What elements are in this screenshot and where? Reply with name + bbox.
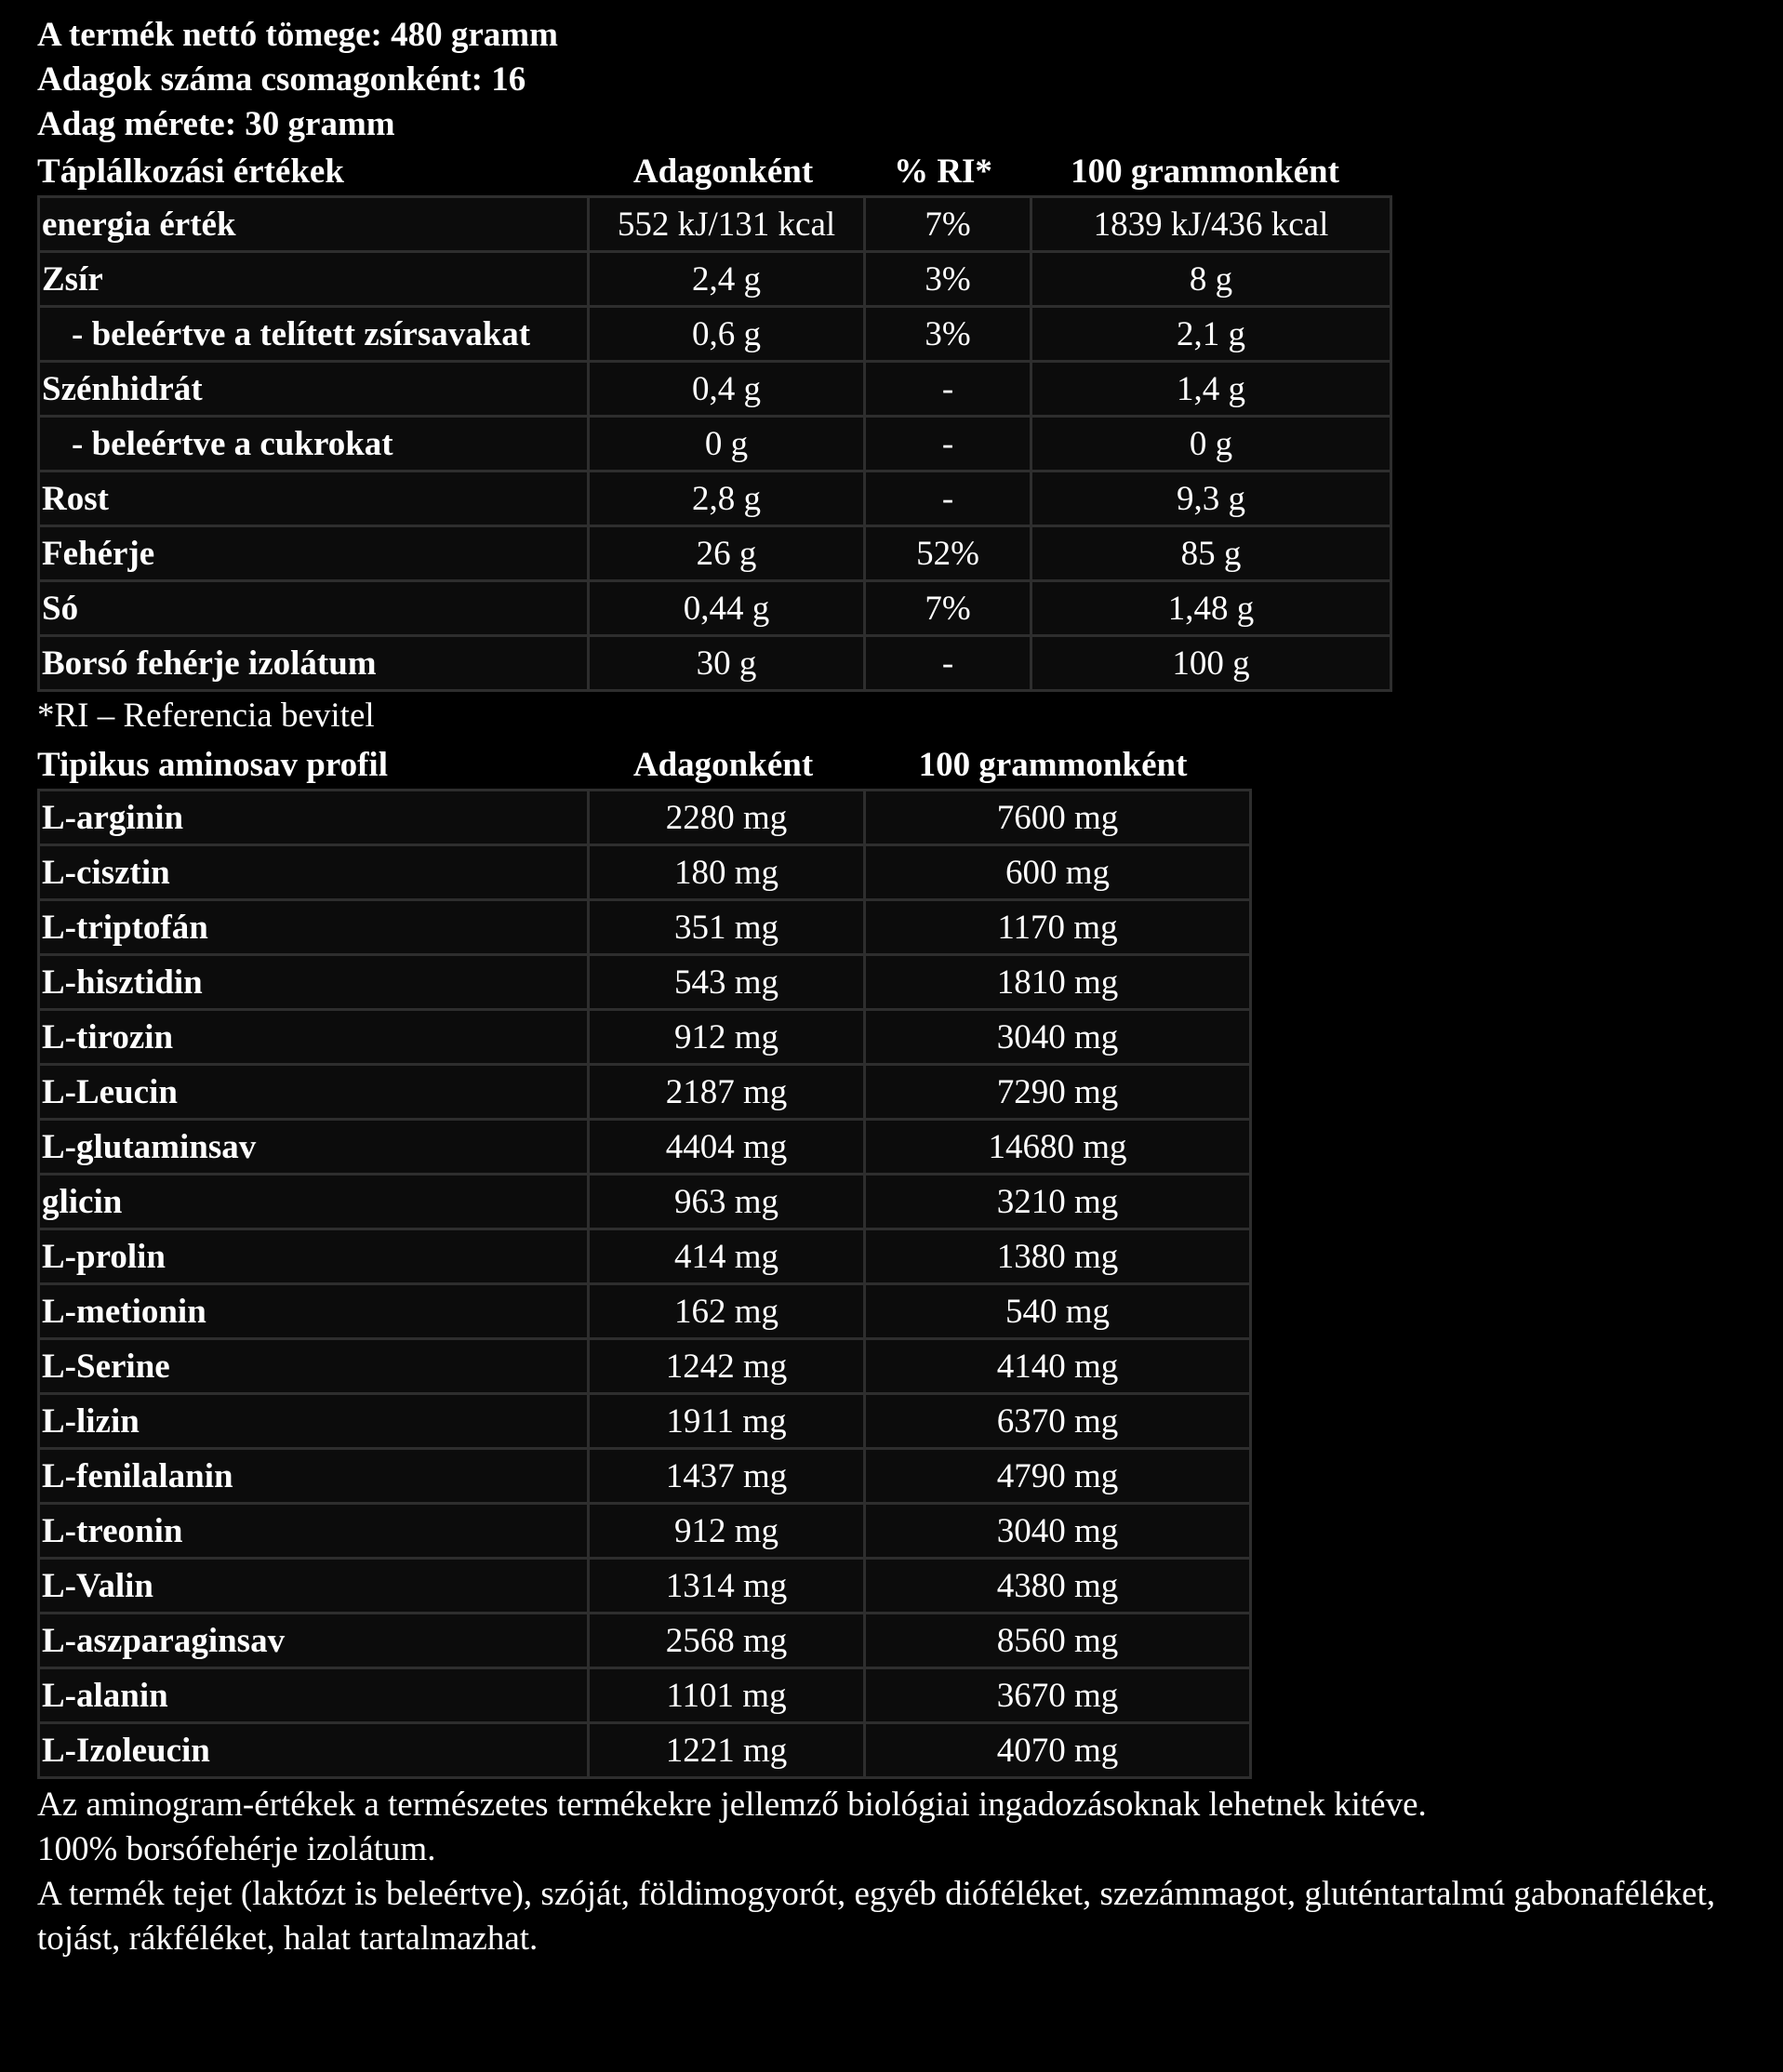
nutrition-per-100g-cell: 85 g [1031,526,1391,581]
amino-per-100g-cell: 7600 mg [865,790,1251,845]
nutrition-per-serving-cell: 2,4 g [589,252,865,307]
nutrition-per-100g-cell: 1,48 g [1031,581,1391,636]
nutrition-header [37,147,1767,195]
nutrition-per-serving-cell: 0,6 g [589,307,865,362]
nutrition-ri-cell: 3% [865,252,1031,307]
nutrition-ri-cell: - [865,417,1031,472]
variation-note: Az aminogram-értékek a természetes termékekre jellemző biológiai ingadozásoknak lehetnek kitéve. [37,1786,1427,1824]
amino-per-serving-cell: 1314 mg [589,1559,865,1614]
amino-per-serving-cell: 1242 mg [589,1339,865,1394]
nutrition-row [39,417,1391,472]
nutrition-name-cell: Szénhidrát [39,362,589,417]
nutrition-header-ri: % RI* [894,152,992,191]
amino-per-100g-cell: 4790 mg [865,1449,1251,1504]
amino-per-100g-cell: 4140 mg [865,1339,1251,1394]
nutrition-name-cell [39,417,589,472]
amino-header [37,740,1767,789]
nutrition-sub-label: - beleértve a cukrokat [72,424,393,463]
nutrition-per-serving-cell: 26 g [589,526,865,581]
amino-per-serving-cell: 1101 mg [589,1668,865,1723]
amino-name-cell: L-aszparaginsav [39,1614,589,1668]
amino-per-100g-cell: 1810 mg [865,955,1251,1010]
nutrition-per-serving-cell: 30 g [589,636,865,691]
amino-name-cell: L-lizin [39,1394,589,1449]
amino-per-serving-cell: 180 mg [589,845,865,900]
nutrition-sub-label: - beleértve a telített zsírsavakat [72,314,531,353]
amino-header-per-100g: 100 grammonként [918,745,1188,784]
amino-per-serving-cell: 2568 mg [589,1614,865,1668]
product-info-page [37,0,1767,1961]
amino-table [37,789,1252,1779]
nutrition-row [39,636,1391,691]
nutrition-ri-cell: 3% [865,307,1031,362]
ri-footnote: *RI – Referencia bevitel [37,697,375,735]
amino-name-cell: L-arginin [39,790,589,845]
serving-size-text: Adag mérete: 30 gramm [37,105,395,143]
amino-name-cell: glicin [39,1175,589,1229]
amino-name-cell: L-alanin [39,1668,589,1723]
amino-header-name: Tipikus aminosav profil [37,745,388,784]
nutrition-name-cell: Só [39,581,589,636]
amino-name-cell: L-treonin [39,1504,589,1559]
amino-name-cell: L-Izoleucin [39,1723,589,1778]
nutrition-name-cell [39,307,589,362]
amino-row [39,955,1251,1010]
nutrition-row [39,526,1391,581]
intro-block [37,0,1767,147]
amino-name-cell: L-Serine [39,1339,589,1394]
amino-per-serving-cell: 414 mg [589,1229,865,1284]
nutrition-row [39,197,1391,252]
amino-row [39,1394,1251,1449]
amino-row [39,1614,1251,1668]
amino-row [39,790,1251,845]
amino-per-serving-cell: 351 mg [589,900,865,955]
nutrition-ri-cell: 7% [865,197,1031,252]
amino-name-cell: L-Valin [39,1559,589,1614]
nutrition-header-name: Táplálkozási értékek [37,152,344,191]
amino-name-cell: L-glutaminsav [39,1120,589,1175]
nutrition-row [39,472,1391,526]
amino-name-cell: L-cisztin [39,845,589,900]
amino-per-serving-cell: 2280 mg [589,790,865,845]
amino-row [39,1065,1251,1120]
amino-per-100g-cell: 540 mg [865,1284,1251,1339]
amino-per-serving-cell: 912 mg [589,1504,865,1559]
nutrition-per-serving-cell: 0 g [589,417,865,472]
nutrition-per-serving-cell: 0,44 g [589,581,865,636]
nutrition-header-per-serving: Adagonként [632,152,814,191]
amino-name-cell: L-metionin [39,1284,589,1339]
nutrition-row [39,307,1391,362]
amino-per-100g-cell: 4070 mg [865,1723,1251,1778]
amino-per-serving-cell: 1437 mg [589,1449,865,1504]
amino-row [39,1229,1251,1284]
nutrition-name-cell: Borsó fehérje izolátum [39,636,589,691]
amino-per-serving-cell: 2187 mg [589,1065,865,1120]
footer-block [37,1779,1739,1961]
nutrition-per-100g-cell: 2,1 g [1031,307,1391,362]
amino-row [39,1010,1251,1065]
amino-row [39,845,1251,900]
amino-row [39,900,1251,955]
nutrition-name-cell: Zsír [39,252,589,307]
nutrition-row [39,362,1391,417]
nutrition-name-cell: Rost [39,472,589,526]
amino-per-100g-cell: 3040 mg [865,1010,1251,1065]
amino-per-serving-cell: 912 mg [589,1010,865,1065]
amino-per-serving-cell: 4404 mg [589,1120,865,1175]
amino-row [39,1284,1251,1339]
nutrition-per-serving-cell: 0,4 g [589,362,865,417]
amino-row [39,1120,1251,1175]
allergen-note: A termék tejet (laktózt is beleértve), szóját, földimogyorót, egyéb dióféléket, szezámmagot, gluténtartalmú gabonaféléket, tojást, rákféléket, halat tartalmazhat. [37,1875,1716,1958]
nutrition-per-serving-cell: 2,8 g [589,472,865,526]
amino-per-100g-cell: 8560 mg [865,1614,1251,1668]
amino-name-cell: L-fenilalanin [39,1449,589,1504]
amino-per-100g-cell: 1170 mg [865,900,1251,955]
amino-per-100g-cell: 4380 mg [865,1559,1251,1614]
amino-per-serving-cell: 162 mg [589,1284,865,1339]
amino-row [39,1504,1251,1559]
amino-per-100g-cell: 14680 mg [865,1120,1251,1175]
amino-row [39,1449,1251,1504]
amino-name-cell: L-triptofán [39,900,589,955]
nutrition-per-100g-cell: 0 g [1031,417,1391,472]
nutrition-ri-cell: - [865,362,1031,417]
amino-per-100g-cell: 6370 mg [865,1394,1251,1449]
nutrition-table [37,195,1392,692]
nutrition-ri-cell: - [865,636,1031,691]
nutrition-per-100g-cell: 100 g [1031,636,1391,691]
amino-per-100g-cell: 600 mg [865,845,1251,900]
amino-row [39,1668,1251,1723]
amino-per-serving-cell: 1221 mg [589,1723,865,1778]
net-weight-text: A termék nettó tömege: 480 gramm [37,16,558,54]
nutrition-ri-cell: 52% [865,526,1031,581]
amino-header-per-serving: Adagonként [632,745,814,784]
amino-row [39,1175,1251,1229]
nutrition-row [39,581,1391,636]
nutrition-per-100g-cell: 1,4 g [1031,362,1391,417]
nutrition-row [39,252,1391,307]
nutrition-name-cell: energia érték [39,197,589,252]
servings-text: Adagok száma csomagonként: 16 [37,60,526,99]
amino-row [39,1339,1251,1394]
nutrition-ri-cell: 7% [865,581,1031,636]
composition-note: 100% borsófehérje izolátum. [37,1830,436,1868]
amino-row [39,1723,1251,1778]
nutrition-per-100g-cell: 1839 kJ/436 kcal [1031,197,1391,252]
amino-per-100g-cell: 7290 mg [865,1065,1251,1120]
nutrition-per-100g-cell: 9,3 g [1031,472,1391,526]
amino-name-cell: L-Leucin [39,1065,589,1120]
amino-per-serving-cell: 543 mg [589,955,865,1010]
nutrition-per-serving-cell: 552 kJ/131 kcal [589,197,865,252]
nutrition-header-per-100g: 100 grammonként [1071,152,1339,191]
amino-per-100g-cell: 3040 mg [865,1504,1251,1559]
amino-per-serving-cell: 1911 mg [589,1394,865,1449]
nutrition-ri-cell: - [865,472,1031,526]
amino-row [39,1559,1251,1614]
amino-name-cell: L-tirozin [39,1010,589,1065]
amino-name-cell: L-hisztidin [39,955,589,1010]
amino-per-100g-cell: 3210 mg [865,1175,1251,1229]
amino-per-100g-cell: 3670 mg [865,1668,1251,1723]
nutrition-name-cell: Fehérje [39,526,589,581]
amino-per-serving-cell: 963 mg [589,1175,865,1229]
amino-per-100g-cell: 1380 mg [865,1229,1251,1284]
nutrition-per-100g-cell: 8 g [1031,252,1391,307]
amino-name-cell: L-prolin [39,1229,589,1284]
